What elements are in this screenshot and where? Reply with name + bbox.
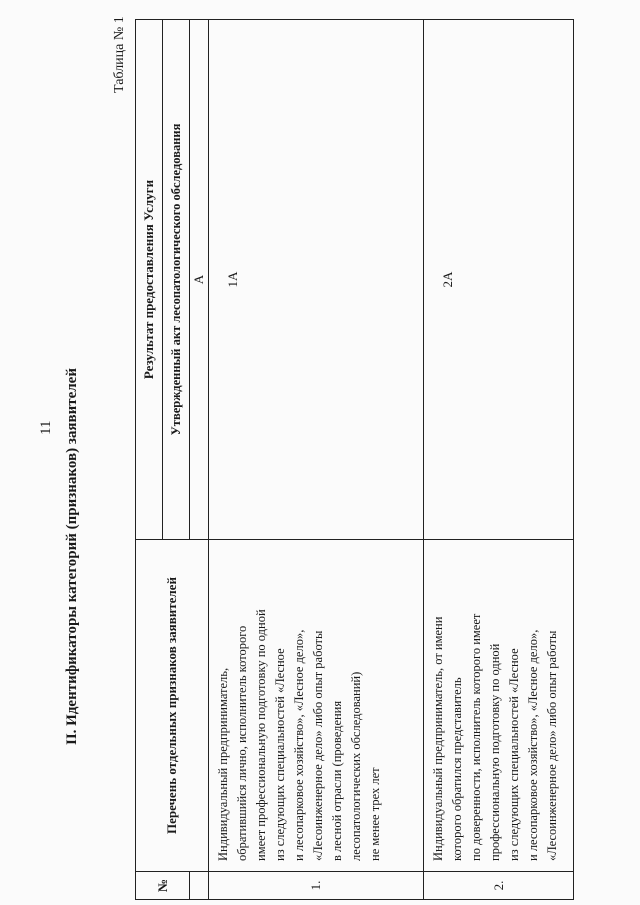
row-description (209, 540, 424, 872)
table-row (424, 20, 574, 900)
description-line: обратившийся лично, исполнитель которого (235, 625, 249, 861)
description-line: «Лесоинженерное дело» либо опыт работы (545, 630, 559, 861)
section-title: II. Идентификаторы категорий (признаков) заявителей (64, 368, 80, 745)
description-line: в лесной отрасли (проведения (330, 700, 344, 861)
description-line: которого обратился представитель (450, 677, 464, 861)
description-line: из следующих специальностей «Лесное (507, 648, 521, 861)
row-result-code: 1А (209, 20, 424, 540)
description-line: и лесопарковое хозяйство», «Лесное дело», (292, 629, 306, 861)
description-line: лесопатологических обследований) (349, 671, 363, 861)
table-row (209, 20, 424, 900)
header-row (136, 20, 163, 900)
description-line: не менее трех лет (368, 767, 382, 861)
header-list: Перечень отдельных признаков заявителей (136, 540, 209, 872)
applicant-categories-table (135, 19, 574, 900)
row-result-code: 2А (424, 20, 574, 540)
description-line: из следующих специальностей «Лесное (273, 648, 287, 861)
description-line: профессиональную подготовку по одной (488, 643, 502, 861)
description-line: Индивидуальный предприниматель, от имени (431, 616, 445, 861)
header-num: № (136, 872, 190, 900)
description-line: имеет профессиональную подготовку по одной (254, 609, 268, 861)
index-cell-num (190, 872, 209, 900)
description-line: Индивидуальный предприниматель, (216, 667, 230, 861)
header-result: Результат предоставления Услуги (136, 20, 163, 540)
page-number: 11 (38, 420, 54, 435)
row-number: 1. (209, 872, 424, 900)
description-line: по доверенности, исполнитель которого имеет (469, 613, 483, 861)
table-label: Таблица № 1 (112, 16, 127, 93)
description-line: «Лесоинженерное дело» либо опыт работы (311, 630, 325, 861)
row-description (424, 540, 574, 872)
header-act: Утвержденный акт лесопатологического обследования (163, 20, 190, 540)
description-line: и лесопарковое хозяйство», «Лесное дело», (526, 629, 540, 861)
row-number: 2. (424, 872, 574, 900)
header-col-a: А (190, 20, 209, 540)
